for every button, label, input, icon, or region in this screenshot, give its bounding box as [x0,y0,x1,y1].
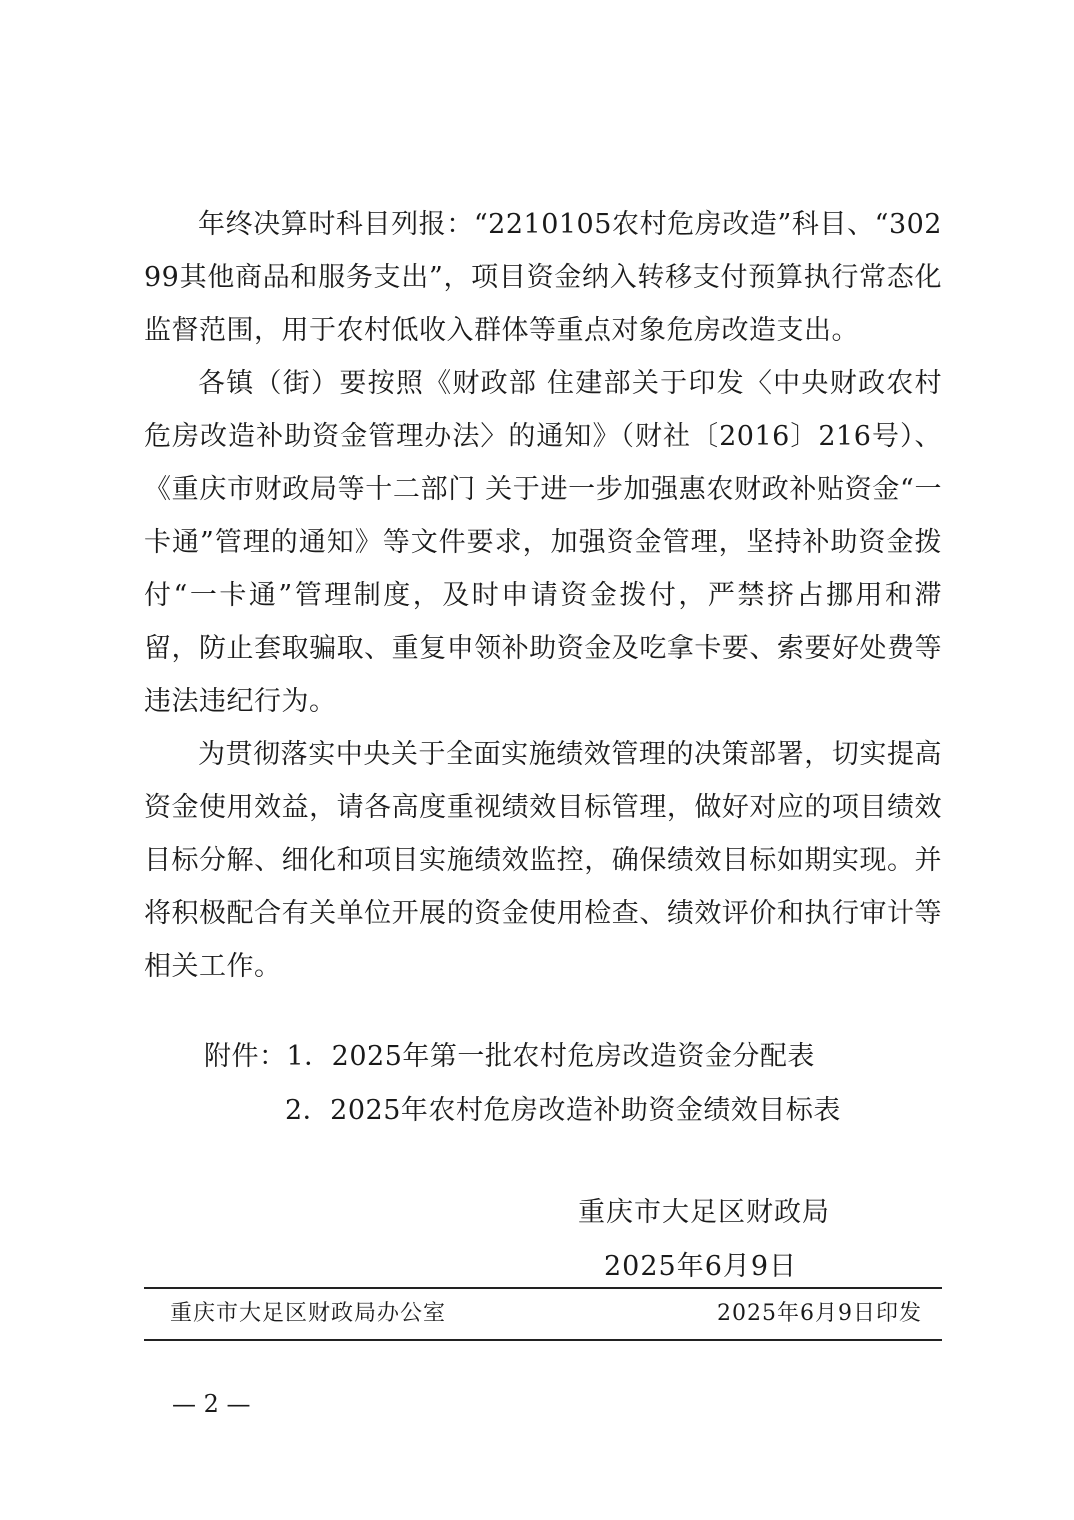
paragraph-performance-management: 为贯彻落实中央关于全面实施绩效管理的决策部署，切实提高资金使用效益，请各高度重视绩效目标管理，做好对应的项目绩效目标分解、细化和项目实施绩效监控，确保绩效目标如期实现。并将积极配合有关单位开展的资金使用检查、绩效评价和执行审计等相关工作。 [144,739,942,982]
attachment-item-2: 2．2025年农村危房改造补助资金绩效目标表 [285,1095,841,1126]
document-body [144,198,942,993]
attachments-list [204,1030,924,1138]
page-number: — 2 — [172,1390,251,1418]
signature-organization: 重庆市大足区财政局 [578,1197,830,1228]
footer-top-rule [144,1287,942,1289]
footer-issuer: 重庆市大足区财政局办公室 [170,1301,447,1326]
signature-date: 2025年6月9日 [604,1251,798,1282]
footer-issue-date: 2025年6月9日印发 [717,1301,922,1326]
attachment-item-1: 附件：1．2025年第一批农村危房改造资金分配表 [204,1041,815,1072]
paragraph-fund-management: 各镇（街）要按照《财政部 住建部关于印发〈中央财政农村危房改造补助资金管理办法〉的通知》（财社〔2016〕216号）、《重庆市财政局等十二部门 关于进一步加强惠农财政补贴资金“一卡通”管理的通知》等文件要求，加强资金管理，坚持补助资金拨付“一卡通”管理制度，及时申请资金拨付，严禁挤占挪用和滞留，防止套取骗取、重复申领补助资金及吃拿卡要、索要好处费等违法违纪行为。 [144,368,942,717]
signature-block [560,1186,860,1294]
footer-bottom-rule [144,1339,942,1341]
paragraph-year-end-accounts: 年终决算时科目列报：“2210105农村危房改造”科目、“30299其他商品和服务支出”，项目资金纳入转移支付预算执行常态化监督范围，用于农村低收入群体等重点对象危房改造支出。 [144,209,942,346]
